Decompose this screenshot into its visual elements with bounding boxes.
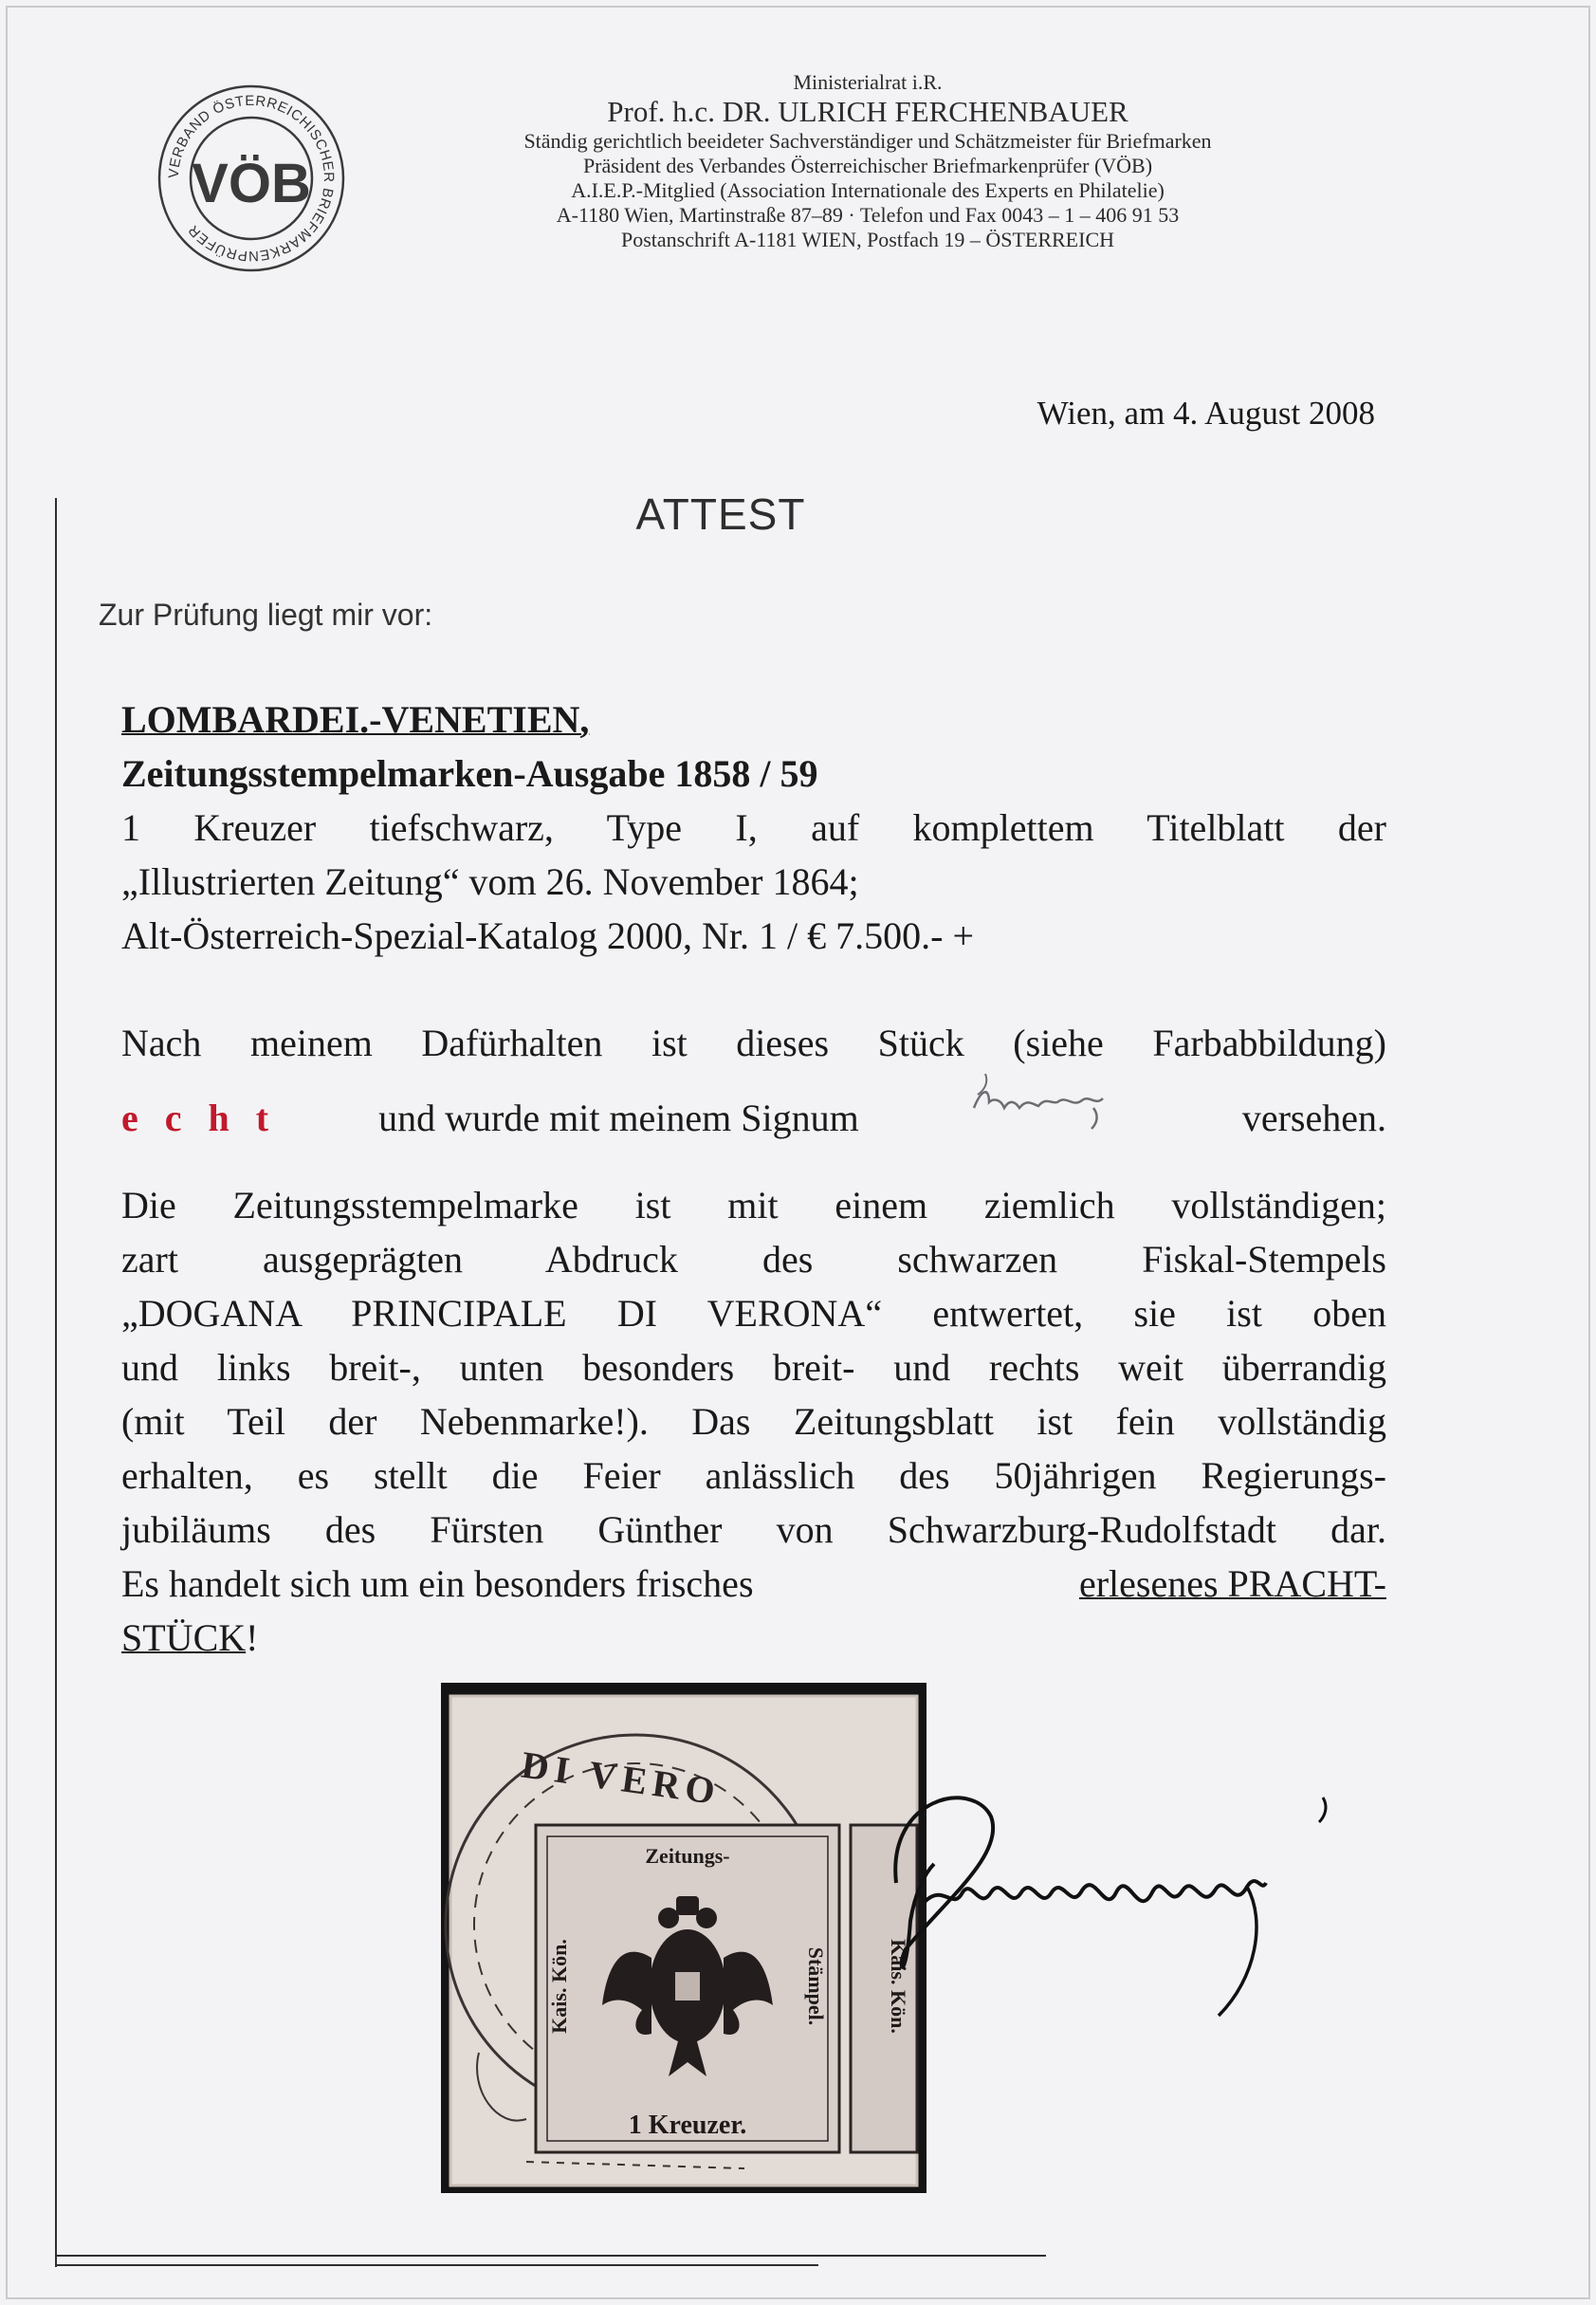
letterhead-rank: Ministerialrat i.R. xyxy=(793,70,943,94)
description-line8-start: Es handelt sich um ein besonders frisches xyxy=(121,1562,754,1605)
description-line7: jubiläums des Fürsten Günther von Schwarzburg-Rudolfstadt dar. xyxy=(121,1508,1386,1551)
description-line5: (mit Teil der Nebenmarke!). Das Zeitungsblatt ist fein vollständig xyxy=(121,1400,1386,1443)
description-block xyxy=(121,1178,1386,1665)
description-line8-emphasis: erlesenes PRACHT- xyxy=(1078,1562,1386,1605)
description-line2: zart ausgeprägten Abdruck des schwarzen Fiskal-Stempels xyxy=(121,1238,1386,1281)
description-line3: „DOGANA PRINCIPALE DI VERONA“ entwertet, sie ist oben xyxy=(121,1292,1386,1335)
letterhead-line3: Ständig gerichtlich beeideter Sachverständiger und Schätzmeister für Briefmarken xyxy=(523,129,1212,153)
opinion-end: versehen. xyxy=(1241,1097,1386,1139)
cancel-text: DI VERO xyxy=(519,1743,724,1814)
stamp-top-label: Zeitungs- xyxy=(645,1844,730,1868)
item-block xyxy=(121,692,1386,963)
bottom-rule-long xyxy=(55,2255,1046,2257)
letterhead xyxy=(389,70,1347,252)
small-signature xyxy=(961,1070,1141,1131)
description-line9-end: ! xyxy=(246,1616,259,1659)
opinion-mid: und wurde mit meinem Signum xyxy=(378,1097,859,1139)
left-rule xyxy=(55,498,57,2267)
voeb-seal xyxy=(152,83,351,273)
stamp-illustration xyxy=(441,1683,926,2193)
seal-center-text: VÖB xyxy=(192,153,311,214)
description-line9-emphasis: STÜCK xyxy=(121,1616,247,1659)
item-subtitle: Zeitungsstempelmarken-Ausgabe 1858 / 59 xyxy=(121,752,818,795)
item-line2: „Illustrierten Zeitung“ vom 26. November 1864; xyxy=(121,860,859,903)
stamp-value-label: 1 Kreuzer. xyxy=(628,2111,747,2140)
letterhead-line4: Präsident des Verbandes Österreichischer Briefmarkenprüfer (VÖB) xyxy=(582,154,1153,177)
description-line9 xyxy=(121,1611,1386,1665)
page-title: ATTEST xyxy=(635,489,806,539)
letterhead-postal: Postanschrift A-1181 WIEN, Postfach 19 – ÖSTERREICH xyxy=(620,228,1115,251)
stamp-photo xyxy=(441,1683,926,2193)
letterhead-name: Prof. h.c. DR. ULRICH FERCHENBAUER xyxy=(607,95,1128,128)
description-line6: erhalten, es stellt die Feier anlässlich des 50jährigen Regierungs- xyxy=(121,1454,1386,1497)
expert-signature xyxy=(868,1760,1361,2044)
opinion-line1: Nach meinem Dafürhalten ist dieses Stück (siehe Farbabbildung) xyxy=(121,1022,1386,1064)
stamp-right-label: Stämpel. xyxy=(804,1946,828,2026)
description-line4: und links breit-, unten besonders breit- und rechts weit überrandig xyxy=(121,1346,1386,1389)
item-line1: 1 Kreuzer tiefschwarz, Type I, auf komplettem Titelblatt der xyxy=(121,806,1386,849)
stamp-left-label: Kais. Kön. xyxy=(547,1939,571,2034)
seal-ring-text: VERBAND ÖSTERREICHISCHER BRIEFMARKENPRÜFER xyxy=(165,92,338,265)
item-line3: Alt-Österreich-Spezial-Katalog 2000, Nr. 1 / € 7.500.- + xyxy=(121,914,975,957)
certificate-date: Wien, am 4. August 2008 xyxy=(1036,395,1375,432)
echt-verdict: e c h t xyxy=(121,1097,278,1139)
bottom-rule-short xyxy=(55,2264,818,2266)
neighbor-stamp-label: Kais. Kön. xyxy=(887,1939,910,2034)
letterhead-line5: A.I.E.P.-Mitglied (Association Internationale des Experts en Philatelie) xyxy=(571,178,1165,202)
opinion-block xyxy=(121,1016,1386,1145)
opinion-line2 xyxy=(121,1070,1386,1145)
item-title: LOMBARDEI.-VENETIEN, xyxy=(121,698,590,741)
description-line8 xyxy=(121,1557,1386,1611)
letterhead-address: A-1180 Wien, Martinstraße 87–89 · Telefon und Fax 0043 – 1 – 406 91 53 xyxy=(556,203,1180,227)
description-line1: Die Zeitungsstempelmarke ist mit einem ziemlich vollständigen; xyxy=(121,1184,1386,1226)
intro-text: Zur Prüfung liegt mir vor: xyxy=(99,598,433,632)
